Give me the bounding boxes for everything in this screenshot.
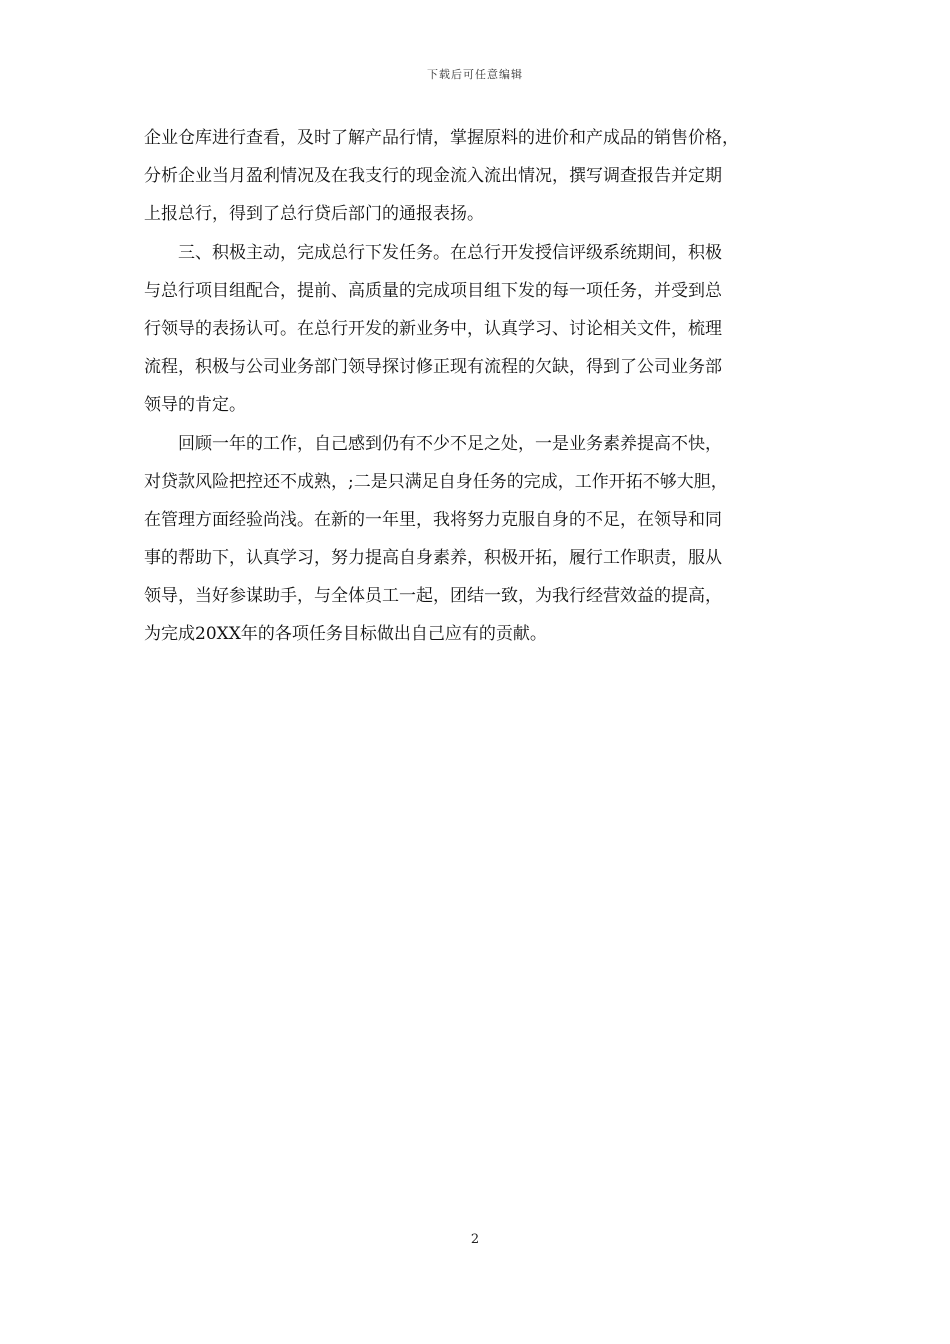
paragraph-3-line-3: 在管理方面经验尚浅。在新的一年里，我将努力克服自身的不足，在领导和同	[144, 510, 722, 530]
document-body	[144, 119, 814, 653]
paragraph-3-line-5: 领导，当好参谋助手，与全体员工一起，团结一致，为我行经营效益的提高，	[144, 586, 722, 606]
paragraph-3-line-1: 回顾一年的工作，自己感到仍有不少不足之处，一是业务素养提高不快，	[144, 434, 722, 454]
paragraph-2-line-4: 流程，积极与公司业务部门领导探讨修正现有流程的欠缺，得到了公司业务部	[144, 357, 722, 377]
paragraph-2-line-1: 三、积极主动，完成总行下发任务。在总行开发授信评级系统期间，积极	[144, 243, 722, 263]
page-header: 下载后可任意编辑	[427, 68, 523, 81]
paragraph-3-line-6: 为完成20XX年的各项任务目标做出自己应有的贡献。	[144, 624, 547, 644]
page-number: 2	[470, 1232, 480, 1247]
paragraph-2-line-3: 行领导的表扬认可。在总行开发的新业务中，认真学习、讨论相关文件，梳理	[144, 319, 722, 339]
paragraph-3-line-2: 对贷款风险把控还不成熟，;二是只满足自身任务的完成，工作开拓不够大胆，	[144, 472, 728, 492]
paragraph-1-line-1: 企业仓库进行查看，及时了解产品行情，掌握原料的进价和产成品的销售价格，	[144, 128, 739, 148]
paragraph-1-line-2: 分析企业当月盈利情况及在我支行的现金流入流出情况，撰写调查报告并定期	[144, 166, 722, 186]
paragraph-1-line-3: 上报总行，得到了总行贷后部门的通报表扬。	[144, 204, 484, 224]
paragraph-3-line-4: 事的帮助下，认真学习，努力提高自身素养，积极开拓，履行工作职责，服从	[144, 548, 722, 568]
paragraph-2-line-2: 与总行项目组配合，提前、高质量的完成项目组下发的每一项任务，并受到总	[144, 281, 722, 301]
paragraph-2-line-5: 领导的肯定。	[144, 395, 246, 415]
